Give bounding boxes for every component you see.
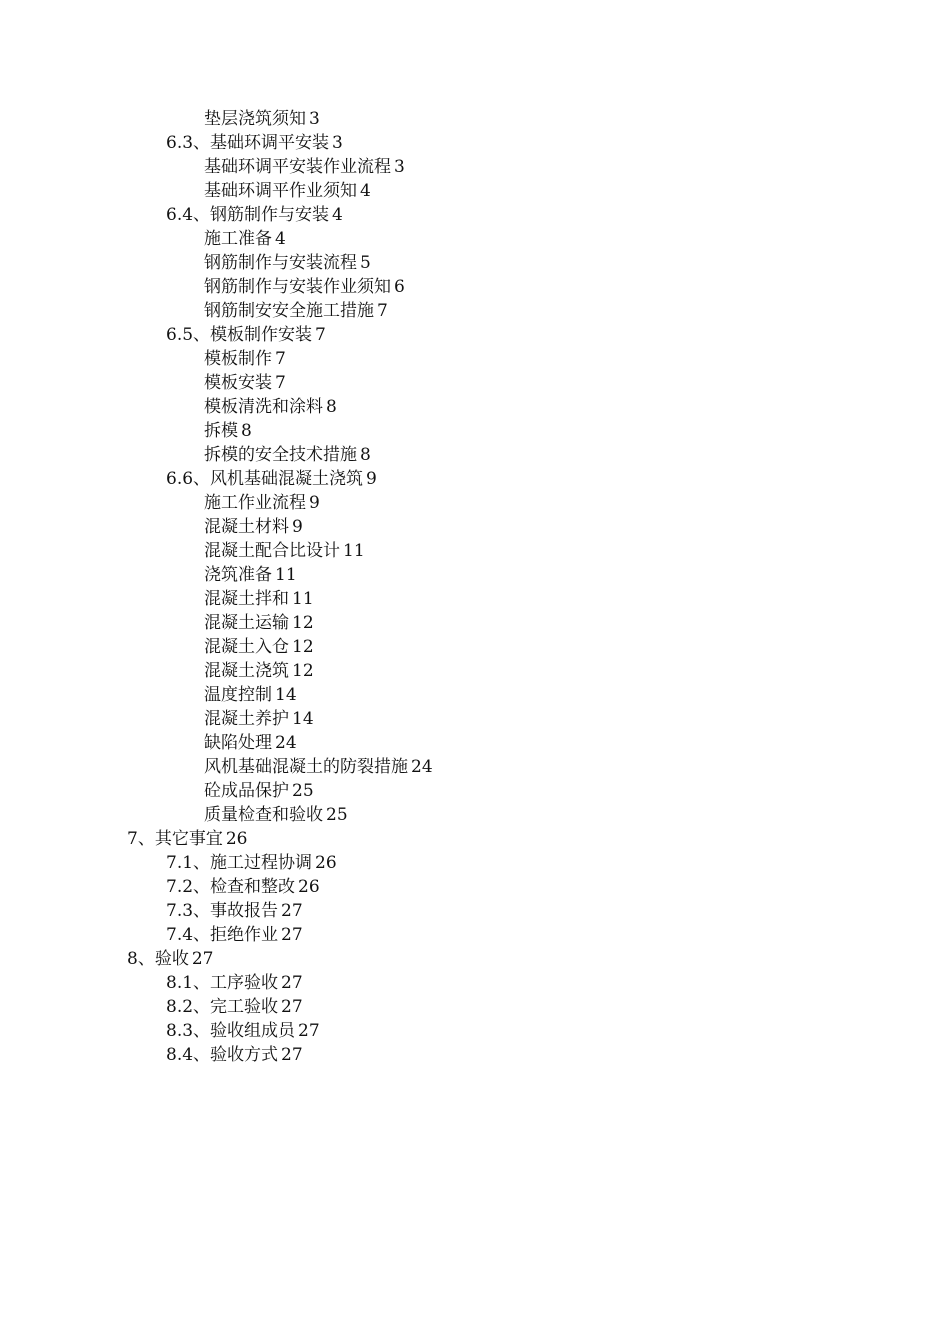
toc-entry-title: 6.3、基础环调平安装 bbox=[166, 133, 330, 153]
toc-entry[interactable] bbox=[0, 131, 950, 155]
toc-entry-page-number: 4 bbox=[275, 229, 286, 249]
toc-entry[interactable] bbox=[0, 155, 950, 179]
toc-entry-page-number: 27 bbox=[281, 925, 303, 945]
toc-entry-page-number: 27 bbox=[191, 949, 214, 969]
toc-entry-title: 基础环调平作业须知 bbox=[204, 181, 357, 201]
toc-entry-title: 缺陷处理 bbox=[204, 733, 272, 753]
toc-entry-page-number: 12 bbox=[292, 661, 314, 681]
toc-entry[interactable] bbox=[0, 1043, 950, 1067]
toc-entry-title: 7.2、检查和整改 bbox=[166, 877, 296, 897]
toc-entry-title: 8、验收 bbox=[127, 949, 189, 969]
toc-entry-page-number: 7 bbox=[275, 373, 286, 393]
toc-entry-title: 模板安装 bbox=[204, 373, 272, 393]
toc-entry-title: 混凝土入仓 bbox=[204, 637, 289, 657]
toc-entry[interactable] bbox=[0, 539, 950, 563]
toc-entry-page-number: 7 bbox=[377, 301, 388, 321]
toc-entry-title: 8.3、验收组成员 bbox=[166, 1021, 296, 1041]
toc-entry[interactable] bbox=[0, 395, 950, 419]
toc-entry-title: 8.4、验收方式 bbox=[166, 1045, 279, 1065]
toc-entry-title: 8.2、完工验收 bbox=[166, 997, 279, 1017]
toc-entry-page-number: 14 bbox=[292, 709, 314, 729]
toc-entry-title: 钢筋制安安全施工措施 bbox=[204, 301, 374, 321]
toc-entry[interactable] bbox=[0, 587, 950, 611]
toc-entry[interactable] bbox=[0, 995, 950, 1019]
toc-entry-title: 6.5、模板制作安装 bbox=[166, 325, 313, 345]
toc-entry[interactable] bbox=[0, 251, 950, 275]
toc-entry[interactable] bbox=[0, 755, 950, 779]
toc-entry-title: 混凝土养护 bbox=[204, 709, 289, 729]
toc-entry[interactable] bbox=[0, 467, 950, 491]
toc-entry[interactable] bbox=[0, 659, 950, 683]
toc-entry-title: 模板制作 bbox=[204, 349, 272, 369]
toc-entry-title: 钢筋制作与安装作业须知 bbox=[204, 277, 391, 297]
toc-entry[interactable] bbox=[0, 515, 950, 539]
toc-entry-title: 温度控制 bbox=[204, 685, 272, 705]
toc-entry-title: 钢筋制作与安装流程 bbox=[204, 253, 357, 273]
toc-entry-page-number: 24 bbox=[411, 757, 433, 777]
toc-entry[interactable] bbox=[0, 875, 950, 899]
toc-entry-page-number: 25 bbox=[292, 781, 314, 801]
toc-entry-title: 混凝土配合比设计 bbox=[204, 541, 340, 561]
toc-entry-page-number: 3 bbox=[309, 109, 320, 129]
toc-entry[interactable] bbox=[0, 923, 950, 947]
toc-entry[interactable] bbox=[0, 635, 950, 659]
toc-entry-page-number: 27 bbox=[281, 973, 303, 993]
toc-entry-page-number: 4 bbox=[360, 181, 371, 201]
toc-entry-page-number: 8 bbox=[326, 397, 337, 417]
toc-entry-title: 7.3、事故报告 bbox=[166, 901, 279, 921]
toc-entry-page-number: 9 bbox=[309, 493, 320, 513]
toc-entry-page-number: 26 bbox=[315, 853, 337, 873]
toc-entry-page-number: 27 bbox=[298, 1021, 320, 1041]
toc-entry[interactable] bbox=[0, 899, 950, 923]
toc-entry-page-number: 12 bbox=[292, 637, 314, 657]
toc-entry[interactable] bbox=[0, 563, 950, 587]
toc-entry-title: 混凝土材料 bbox=[204, 517, 289, 537]
toc-entry-title: 7.1、施工过程协调 bbox=[166, 853, 313, 873]
toc-entry-page-number: 11 bbox=[275, 565, 297, 585]
toc-entry[interactable] bbox=[0, 731, 950, 755]
toc-entry-page-number: 27 bbox=[281, 1045, 303, 1065]
toc-entry-page-number: 26 bbox=[225, 829, 248, 849]
toc-entry-page-number: 5 bbox=[360, 253, 371, 273]
toc-entry-title: 模板清洗和涂料 bbox=[204, 397, 323, 417]
toc-entry[interactable] bbox=[0, 299, 950, 323]
toc-entry[interactable] bbox=[0, 803, 950, 827]
toc-entry-page-number: 26 bbox=[298, 877, 320, 897]
toc-entry-page-number: 24 bbox=[275, 733, 297, 753]
toc-entry[interactable] bbox=[0, 179, 950, 203]
toc-entry[interactable] bbox=[0, 779, 950, 803]
toc-entry-page-number: 27 bbox=[281, 901, 303, 921]
toc-entry-title: 施工作业流程 bbox=[204, 493, 306, 513]
toc-entry[interactable] bbox=[0, 683, 950, 707]
toc-entry[interactable] bbox=[0, 203, 950, 227]
toc-entry[interactable] bbox=[0, 443, 950, 467]
toc-entry-page-number: 14 bbox=[275, 685, 297, 705]
toc-entry-page-number: 12 bbox=[292, 613, 314, 633]
toc-entry-title: 混凝土浇筑 bbox=[204, 661, 289, 681]
toc-entry-page-number: 11 bbox=[292, 589, 314, 609]
toc-entry-page-number: 3 bbox=[332, 133, 343, 153]
toc-entry[interactable] bbox=[0, 275, 950, 299]
toc-entry-page-number: 7 bbox=[275, 349, 286, 369]
toc-entry-page-number: 25 bbox=[326, 805, 348, 825]
toc-entry-page-number: 8 bbox=[360, 445, 371, 465]
toc-entry-page-number: 6 bbox=[394, 277, 405, 297]
toc-entry-page-number: 8 bbox=[241, 421, 252, 441]
toc-entry-title: 风机基础混凝土的防裂措施 bbox=[204, 757, 408, 777]
toc-entry-title: 混凝土拌和 bbox=[204, 589, 289, 609]
toc-entry[interactable] bbox=[0, 371, 950, 395]
toc-entry-title: 6.6、风机基础混凝土浇筑 bbox=[166, 469, 364, 489]
toc-entry[interactable] bbox=[0, 347, 950, 371]
toc-entry-title: 6.4、钢筋制作与安装 bbox=[166, 205, 330, 225]
toc-entry-page-number: 27 bbox=[281, 997, 303, 1017]
toc-entry-page-number: 4 bbox=[332, 205, 343, 225]
toc-entry[interactable] bbox=[0, 947, 950, 971]
toc-entry[interactable] bbox=[0, 323, 950, 347]
toc-entry[interactable] bbox=[0, 971, 950, 995]
toc-entry-title: 8.1、工序验收 bbox=[166, 973, 279, 993]
toc-entry-page-number: 11 bbox=[343, 541, 365, 561]
toc-entry-title: 浇筑准备 bbox=[204, 565, 272, 585]
toc-entry-title: 7、其它事宜 bbox=[127, 829, 223, 849]
toc-entry[interactable] bbox=[0, 227, 950, 251]
toc-entry[interactable] bbox=[0, 707, 950, 731]
toc-entry[interactable] bbox=[0, 827, 950, 851]
toc-entry-page-number: 9 bbox=[292, 517, 303, 537]
toc-entry[interactable] bbox=[0, 419, 950, 443]
toc-entry-title: 砼成品保护 bbox=[204, 781, 289, 801]
toc-entry-page-number: 7 bbox=[315, 325, 326, 345]
toc-entry[interactable] bbox=[0, 107, 950, 131]
toc-entry-title: 垫层浇筑须知 bbox=[204, 109, 306, 129]
toc-entry-title: 质量检查和验收 bbox=[204, 805, 323, 825]
toc-entry-title: 7.4、拒绝作业 bbox=[166, 925, 279, 945]
toc-entry[interactable] bbox=[0, 611, 950, 635]
toc-entry[interactable] bbox=[0, 491, 950, 515]
toc-entry[interactable] bbox=[0, 851, 950, 875]
toc-entry-title: 混凝土运输 bbox=[204, 613, 289, 633]
toc-entry-title: 拆模 bbox=[204, 421, 238, 441]
table-of-contents bbox=[0, 107, 950, 1067]
toc-entry-title: 施工准备 bbox=[204, 229, 272, 249]
toc-entry-title: 基础环调平安装作业流程 bbox=[204, 157, 391, 177]
toc-entry-page-number: 9 bbox=[366, 469, 377, 489]
toc-entry[interactable] bbox=[0, 1019, 950, 1043]
toc-entry-page-number: 3 bbox=[394, 157, 405, 177]
toc-entry-title: 拆模的安全技术措施 bbox=[204, 445, 357, 465]
